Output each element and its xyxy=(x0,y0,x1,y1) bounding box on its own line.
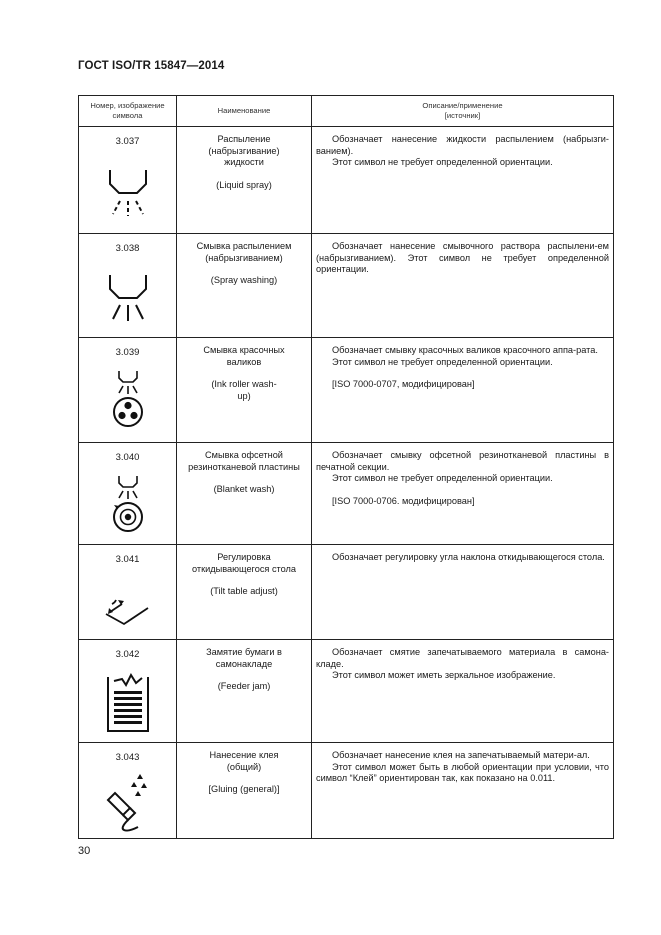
description-cell: Обозначает нанесение клея на запечатываемый матери-ал. Этот символ может быть в любой ориентации при условии, что символ “Клей” ориентирован так, как показано на 0.011. xyxy=(312,743,614,839)
symbol-number: 3.037 xyxy=(115,136,140,147)
name-cell: Нанесение клея (общий) [Gluing (general)] xyxy=(177,743,312,839)
name-cell: Смывка красочных валиков (Ink roller wash-up) xyxy=(177,338,312,443)
spray-washing-icon xyxy=(98,267,158,331)
symbol-number: 3.040 xyxy=(115,452,140,463)
symbol-cell xyxy=(79,338,177,443)
description-cell: Обозначает смывку офсетной резинотканевой пластины в печатной секции. Этот символ не требует определенной ориентации. [ISO 7000-0706. модифицирован] xyxy=(312,443,614,545)
table-header-row xyxy=(79,96,614,127)
symbol-number: 3.041 xyxy=(115,554,140,565)
symbol-cell xyxy=(79,545,177,640)
tilt-table-adjust-icon xyxy=(98,578,158,630)
symbol-number: 3.043 xyxy=(115,752,140,763)
gluing-general-icon xyxy=(98,770,158,834)
symbol-cell xyxy=(79,234,177,338)
name-cell: Регулировка откидывающегося стола (Tilt table adjust) xyxy=(177,545,312,640)
table-row xyxy=(79,443,614,545)
liquid-spray-icon xyxy=(98,162,158,226)
name-cell: Замятие бумаги в самонакладе (Feeder jam) xyxy=(177,640,312,743)
symbol-cell xyxy=(79,127,177,234)
description-cell: Обозначает регулировку угла наклона откидывающегося стола. xyxy=(312,545,614,640)
table-row xyxy=(79,743,614,839)
table-row xyxy=(79,234,614,338)
source-reference: [ISO 7000-0706. модифицирован] xyxy=(332,495,475,506)
source-reference: [ISO 7000-0707, модифицирован] xyxy=(332,379,475,389)
table-row xyxy=(79,338,614,443)
ink-roller-washup-icon xyxy=(98,367,158,433)
name-cell: Смывка распылением (набрызгиванием) (Spray washing) xyxy=(177,234,312,338)
symbol-number: 3.039 xyxy=(115,347,140,358)
name-cell: Распыление (набрызгивание) жидкости (Liquid spray) xyxy=(177,127,312,234)
header-description: Описание/применение [источник] xyxy=(312,96,614,127)
feeder-jam-icon xyxy=(98,669,158,735)
name-cell: Смывка офсетной резинотканевой пластины (Blanket wash) xyxy=(177,443,312,545)
blanket-wash-icon xyxy=(98,472,158,538)
symbol-cell xyxy=(79,640,177,743)
document-title: ГОСТ ISO/TR 15847—2014 xyxy=(78,60,225,72)
symbol-number: 3.038 xyxy=(115,243,140,254)
description-cell: Обозначает смывку красочных валиков красочного аппа-рата. Этот символ не требует определенной ориентации. [ISO 7000-0707, модифицирован] xyxy=(312,338,614,443)
description-cell: Обозначает нанесение жидкости распылением (набрызги-ванием). Этот символ не требует определенной ориентации. xyxy=(312,127,614,234)
symbol-number: 3.042 xyxy=(115,649,140,660)
table-row xyxy=(79,545,614,640)
header-number-image: Номер, изображение символа xyxy=(79,96,177,127)
symbols-table xyxy=(78,95,614,839)
page-number: 30 xyxy=(78,845,91,857)
symbol-cell xyxy=(79,443,177,545)
description-cell: Обозначает смятие запечатываемого материала в самона-кладе. Этот символ может иметь зеркальное изображение. xyxy=(312,640,614,743)
header-name: Наименование xyxy=(177,96,312,127)
table-row xyxy=(79,127,614,234)
symbol-cell xyxy=(79,743,177,839)
description-cell: Обозначает нанесение смывочного раствора распылени-ем (набрызгиванием). Этот символ не требует определенной ориентации. xyxy=(312,234,614,338)
table-row xyxy=(79,640,614,743)
